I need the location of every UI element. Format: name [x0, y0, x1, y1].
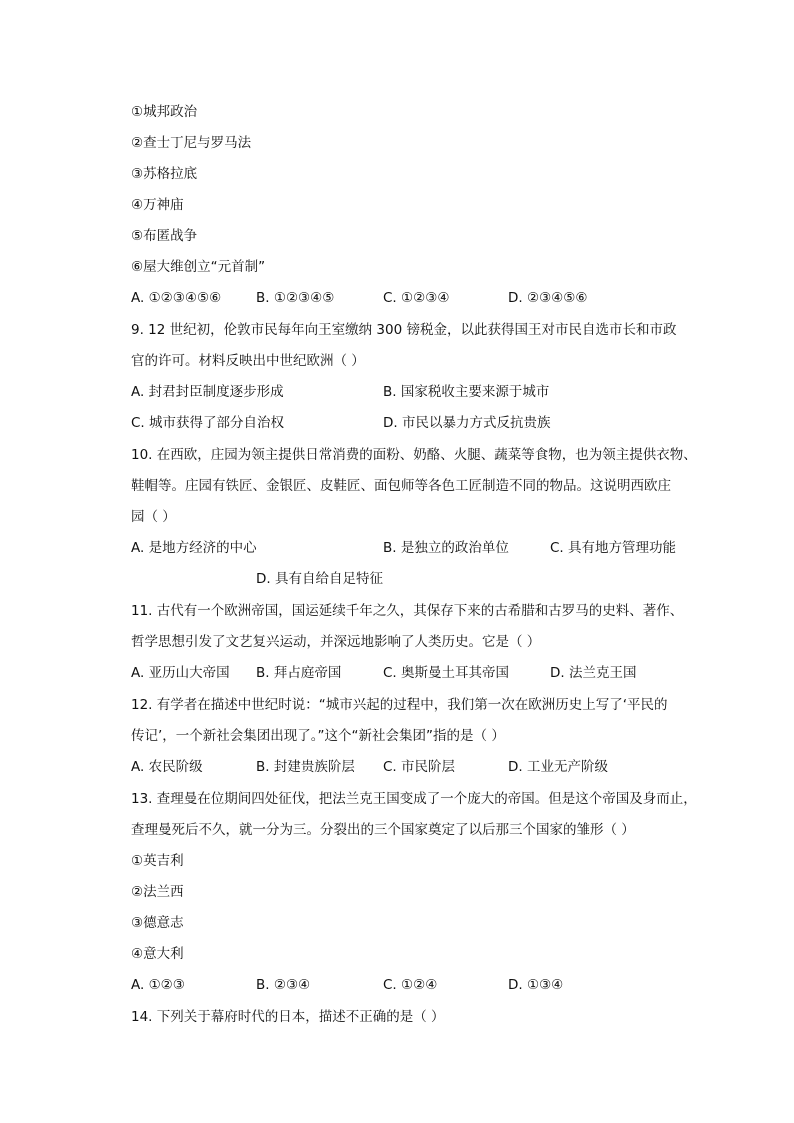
q12-option-d: D. 工业无产阶级 [508, 759, 608, 775]
q10-option-a: A. 是地方经济的中心 [131, 540, 257, 556]
q8-item-6: ⑥屋大维创立“元首制” [131, 259, 266, 275]
q13-stem-line-1: 13. 查理曼在位期间四处征伐，把法兰克王国变成了一个庞大的帝国。但是这个帝国及身而止， [131, 791, 697, 807]
q8-item-1: ①城邦政治 [131, 104, 198, 120]
q13-option-d: D. ①③④ [508, 977, 564, 993]
q9-option-c: C. 城市获得了部分自治权 [131, 415, 285, 431]
q10-stem-line-3: 园（ ） [131, 509, 176, 525]
q8-item-5: ⑤布匿战争 [131, 228, 198, 244]
q11-option-a: A. 亚历山大帝国 [131, 665, 230, 681]
q10-stem-line-2: 鞋帽等。庄园有铁匠、金银匠、皮鞋匠、面包师等各色工匠制造不同的物品。这说明西欧庄 [131, 478, 671, 494]
q12-stem-line-2: 传记’，一个新社会集团出现了。”这个“新社会集团”指的是（ ） [131, 728, 505, 744]
q8-option-b: B. ①②③④⑤ [256, 290, 335, 306]
q8-option-d: D. ②③④⑤⑥ [508, 290, 588, 306]
q9-stem-line-2: 官的许可。材料反映出中世纪欧洲（ ） [131, 353, 365, 369]
q8-item-2: ②查士丁尼与罗马法 [131, 135, 252, 151]
q11-option-c: C. 奥斯曼土耳其帝国 [383, 665, 510, 681]
q11-option-b: B. 拜占庭帝国 [256, 665, 342, 681]
q9-stem-line-1: 9. 12 世纪初，伦敦市民每年向王室缴纳 300 镑税金，以此获得国王对市民自选市长和市政 [131, 322, 677, 338]
q13-item-4: ④意大利 [131, 946, 184, 962]
q8-option-c: C. ①②③④ [383, 290, 450, 306]
q12-option-c: C. 市民阶层 [383, 759, 456, 775]
q13-option-a: A. ①②③ [131, 977, 185, 993]
q11-stem-line-2: 哲学思想引发了文艺复兴运动，并深远地影响了人类历史。它是（ ） [131, 634, 541, 650]
q12-option-a: A. 农民阶级 [131, 759, 203, 775]
q8-item-3: ③苏格拉底 [131, 166, 198, 182]
q10-option-c: C. 具有地方管理功能 [550, 540, 677, 556]
q12-option-b: B. 封建贵族阶层 [256, 759, 355, 775]
q13-option-b: B. ②③④ [256, 977, 311, 993]
q13-item-1: ①英吉利 [131, 853, 184, 869]
q10-stem-line-1: 10. 在西欧，庄园为领主提供日常消费的面粉、奶酪、火腿、蔬菜等食物，也为领主提供衣物、 [131, 447, 697, 463]
q10-option-d: D. 具有自给自足特征 [256, 571, 383, 587]
q13-stem-line-2: 查理曼死后不久，就一分为三。分裂出的三个国家奠定了以后那三个国家的雏形（ ） [131, 822, 635, 838]
q13-item-3: ③德意志 [131, 915, 184, 931]
q9-option-a: A. 封君封臣制度逐步形成 [131, 384, 284, 400]
q9-option-b: B. 国家税收主要来源于城市 [383, 384, 550, 400]
q8-option-a: A. ①②③④⑤⑥ [131, 290, 222, 306]
q13-option-c: C. ①②④ [383, 977, 438, 993]
q11-option-d: D. 法兰克王国 [550, 665, 637, 681]
q14-stem-line-1: 14. 下列关于幕府时代的日本，描述不正确的是（ ） [131, 1009, 445, 1025]
q12-stem-line-1: 12. 有学者在描述中世纪时说：“城市兴起的过程中，我们第一次在欧洲历史上写了‘平民的 [131, 697, 668, 713]
q8-item-4: ④万神庙 [131, 197, 184, 213]
q10-option-b: B. 是独立的政治单位 [383, 540, 509, 556]
q13-item-2: ②法兰西 [131, 884, 184, 900]
q11-stem-line-1: 11. 古代有一个欧洲帝国，国运延续千年之久，其保存下来的古希腊和古罗马的史料、著作、 [131, 603, 684, 619]
q9-option-d: D. 市民以暴力方式反抗贵族 [383, 415, 551, 431]
